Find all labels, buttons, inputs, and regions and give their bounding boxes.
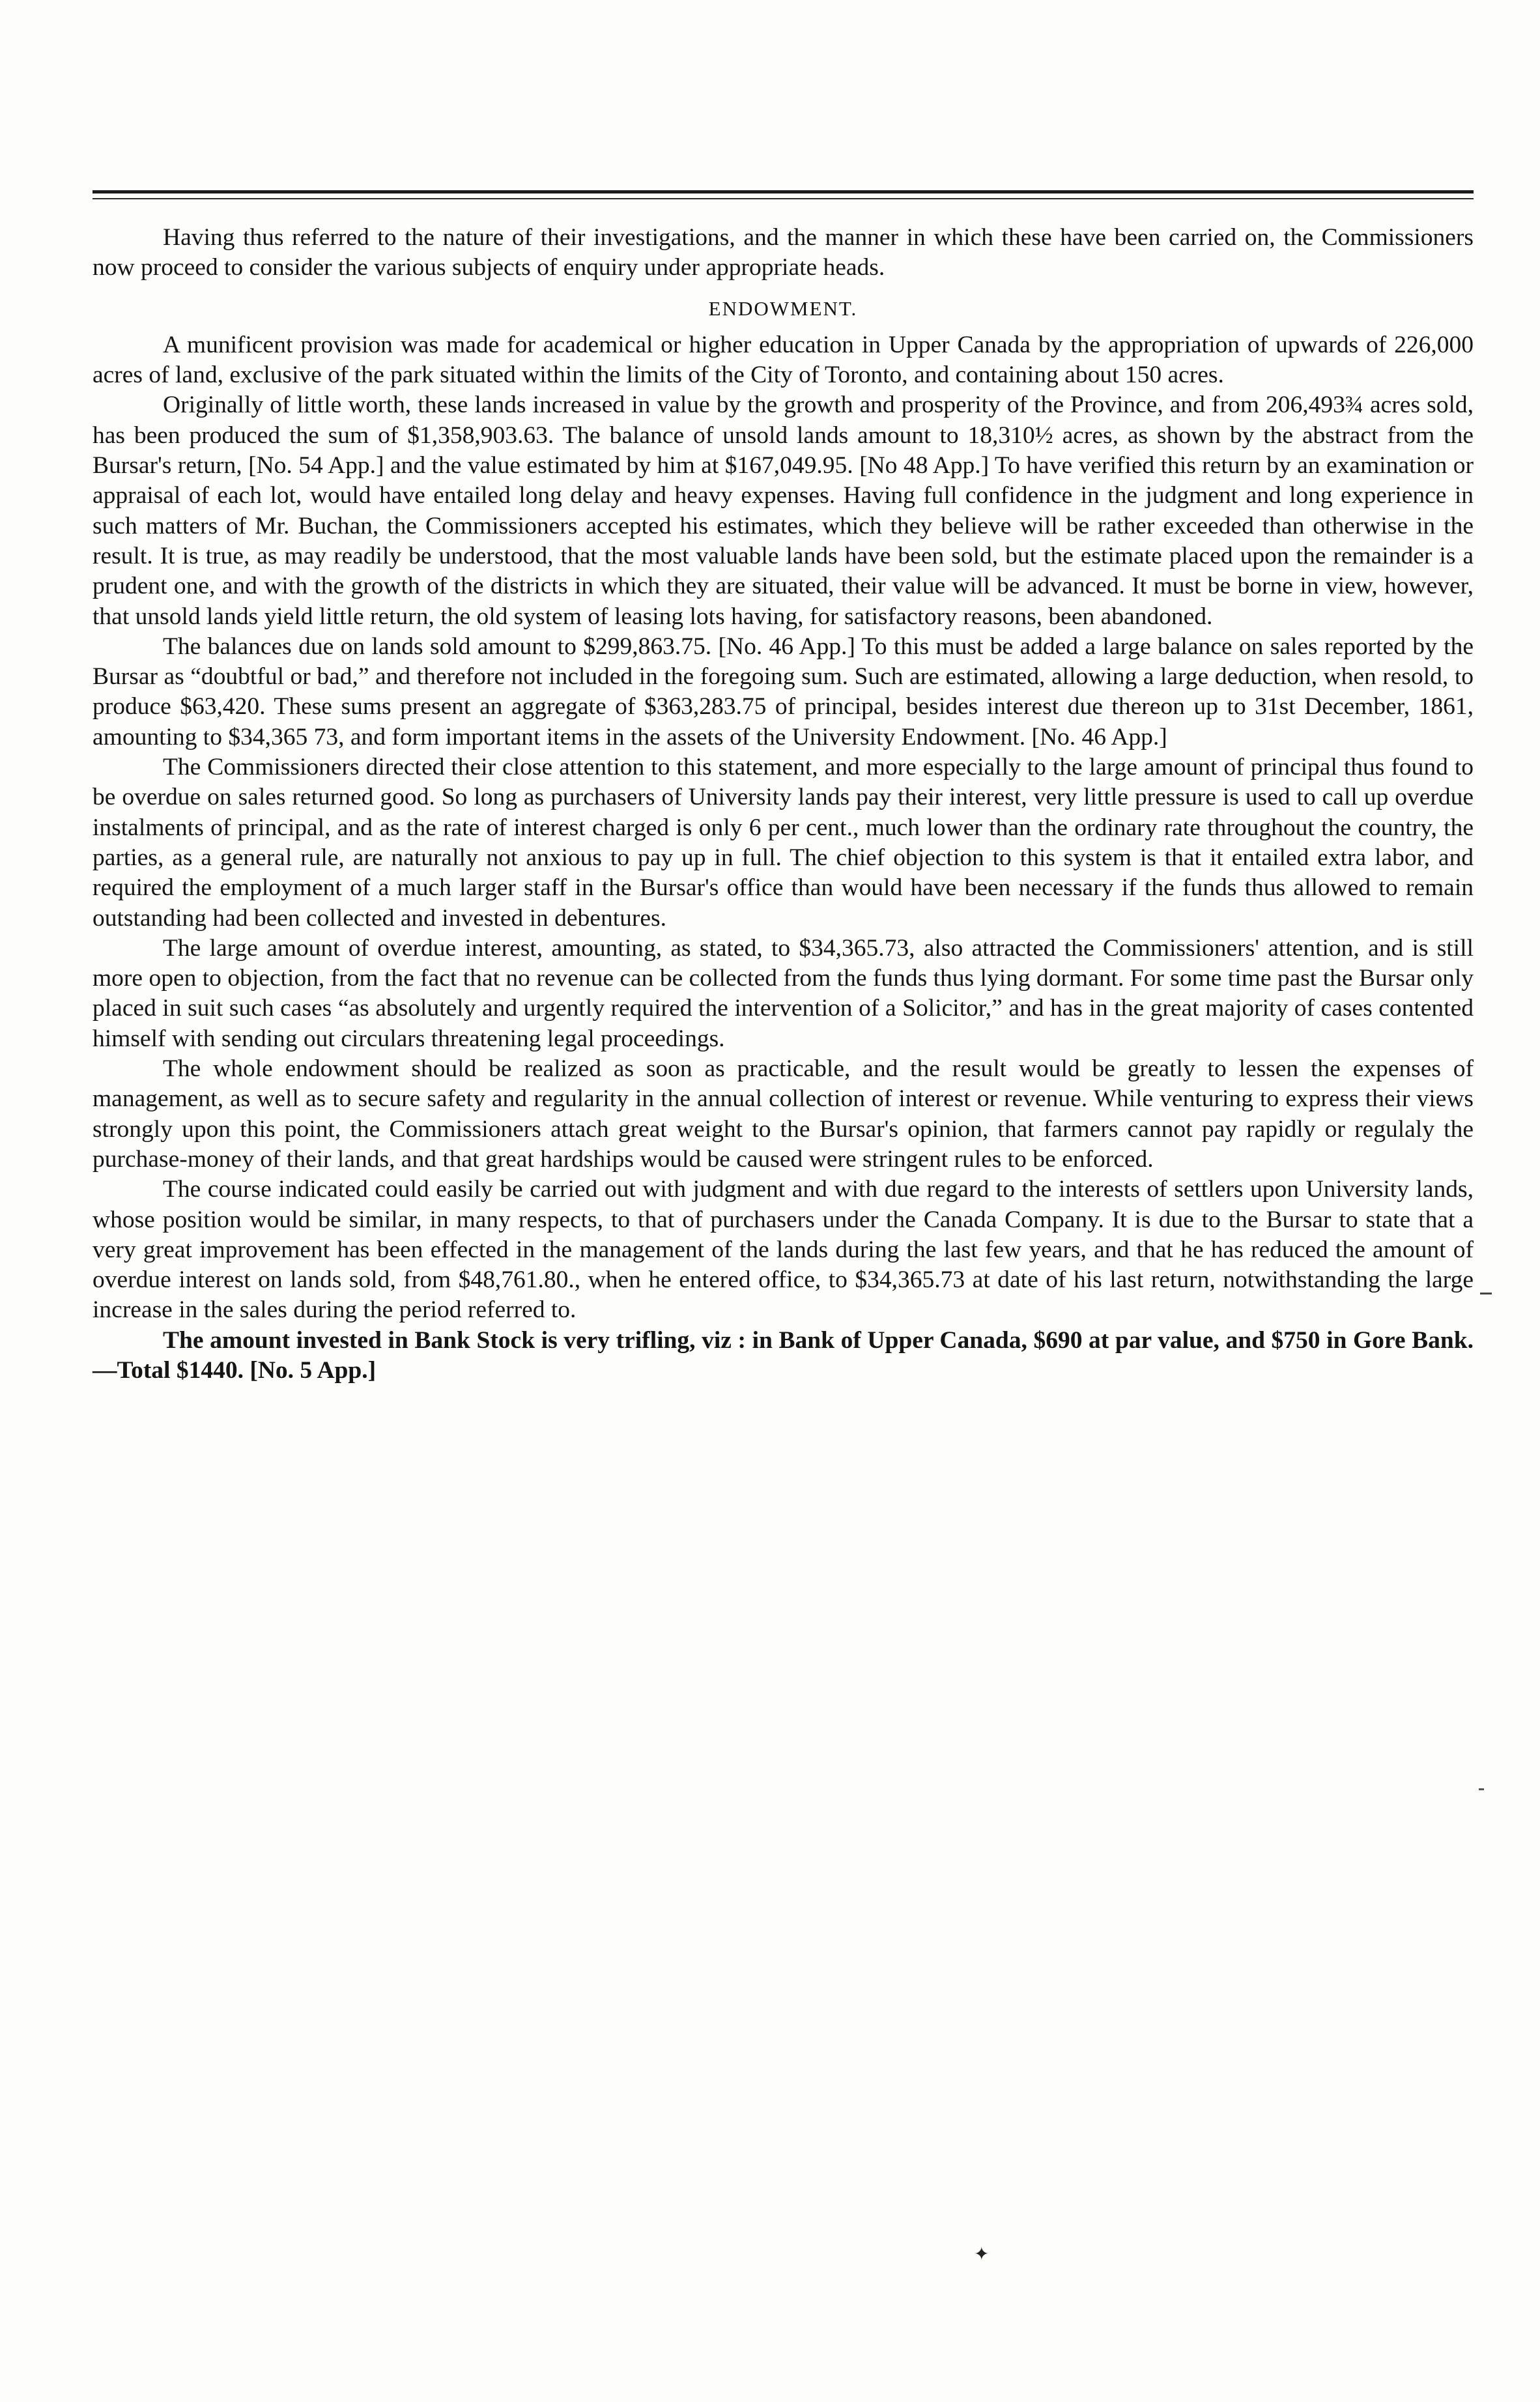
top-rule-thin xyxy=(93,198,1474,199)
margin-dash xyxy=(1480,1293,1492,1294)
paragraph-lands-value: Originally of little worth, these lands increased in value by the growth and prosperity of the Province, and from 206,493¾ acres sold, has been produced the sum of $1,358,903.63. The balance of unsold lands amount to 18,310½ acres, as shown by the abstract from the Bursar's return, [No. 54 App.] and the value estimated by him at $167,049.95. [No 48 App.] To have verified this return by an examination or appraisal of each lot, would have entailed long delay and heavy expenses. Having full confidence in the judgment and long experience in such matters of Mr. Buchan, the Commissioners accepted his estimates, which they believe will be rather exceeded than otherwise in the result. It is true, as may readily be understood, that the most valuable lands have been sold, but the estimate placed upon the remainder is a prudent one, and with the growth of the districts in which they are situated, their value will be advanced. It must be borne in view, however, that unsold lands yield little return, the old system of leasing lots having, for satisfactory reasons, been abandoned. xyxy=(93,392,1474,630)
paragraph-balances: The balances due on lands sold amount to $299,863.75. [No. 46 App.] To this must be added a large balance on sales reported by the Bursar as “doubtful or bad,” and therefore not included in the foregoing sum. Such are estimated, allowing a large deduction, when resold, to produce $63,420. These sums present an aggregate of $363,283.75 of principal, besides interest due thereon up to 31st December, 1861, amounting to $34,365 73, and form important items in the assets of the University Endowment. [No. 46 App.] xyxy=(93,633,1474,751)
paragraph-bank-stock: The amount invested in Bank Stock is very trifling, viz : in Bank of Upper Canada, $690 at par value, and $750 in Gore Bank.—Total $1440. [No. 5 App.] xyxy=(93,1326,1474,1384)
section-heading: ENDOWMENT. xyxy=(708,296,858,320)
printer-mark-icon: ✦ xyxy=(974,2244,990,2265)
paragraph-course-indicated: The course indicated could easily be carried out with judgment and with due regard to the interests of settlers upon University lands, whose position would be similar, in many respects, to that of purchasers under the Canada Company. It is due to the Bursar to state that a very great improvement has been effected in the management of the lands during the last few years, and that he has reduced the amount of overdue interest on lands sold, from $48,761.80., when he entered office, to $34,365.73 at date of his last return, notwithstanding the large increase in the sales during the period referred to. xyxy=(93,1176,1474,1324)
document-body xyxy=(93,223,1474,1386)
paragraph-overdue-interest: The large amount of overdue interest, amounting, as stated, to $34,365.73, also attracted the Commissioners' attention, and is still more open to objection, from the fact that no revenue can be collected from the funds thus lying dormant. For some time past the Bursar only placed in suit such cases “as absolutely and urgently required the intervention of a Solicitor,” and has in the great majority of cases contented himself with sending out circulars threatening legal proceedings. xyxy=(93,934,1474,1052)
top-rule xyxy=(93,190,1474,193)
paragraph-principal-overdue: The Commissioners directed their close attention to this statement, and more especially to the large amount of principal thus found to be overdue on sales returned good. So long as purchasers of University lands pay their interest, very little pressure is used to call up overdue instalments of principal, and as the rate of interest charged is only 6 per cent., much lower than the ordinary rate throughout the country, the parties, as a general rule, are naturally not anxious to pay up in full. The chief objection to this system is that it entailed extra labor, and required the employment of a much larger staff in the Bursar's office than would have been necessary if the funds thus allowed to remain outstanding had been collected and invested in debentures. xyxy=(93,754,1474,932)
paragraph-provision: A munificent provision was made for academical or higher education in Upper Canada by the appropriation of upwards of 226,000 acres of land, exclusive of the park situated within the limits of the City of Toronto, and containing about 150 acres. xyxy=(93,331,1474,389)
paragraph-realize-endowment: The whole endowment should be realized as soon as practicable, and the result would be greatly to lessen the expenses of management, as well as to secure safety and regularity in the annual collection of interest or revenue. While venturing to express their views strongly upon this point, the Commissioners attach great weight to the Bursar's opinion, that farmers cannot pay rapidly or regulaly the purchase-money of their lands, and that great hardships would be caused were stringent rules to be enforced. xyxy=(93,1055,1474,1173)
paragraph-intro: Having thus referred to the nature of their investigations, and the manner in which these have been carried on, the Commissioners now proceed to consider the various subjects of enquiry under appropriate heads. xyxy=(93,224,1474,281)
margin-dot xyxy=(1479,1788,1484,1790)
